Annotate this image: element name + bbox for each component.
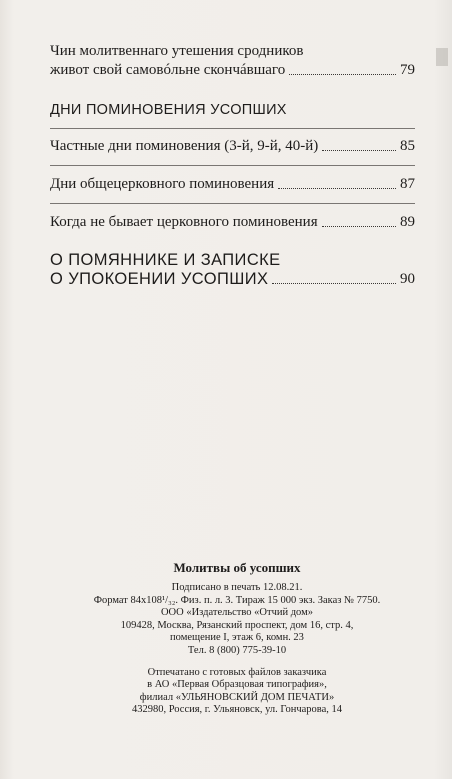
colophon-line: Тел. 8 (800) 775-39-10 bbox=[187, 644, 287, 656]
toc-entry-rite-consolation bbox=[50, 42, 415, 80]
section-heading-days: ДНИ ПОМИНОВЕНИЯ УСОПШИХ bbox=[50, 102, 287, 118]
page-spine-shadow bbox=[434, 0, 452, 779]
section-rule bbox=[50, 128, 415, 129]
dot-leader bbox=[272, 283, 396, 284]
toc-page-number: 85 bbox=[400, 138, 415, 154]
toc-page-number: 87 bbox=[400, 176, 415, 192]
entry-rule bbox=[50, 165, 415, 166]
table-of-contents bbox=[50, 42, 415, 289]
colophon-book-title: Молитвы об усопших bbox=[173, 560, 301, 575]
toc-entry-title: Частные дни поминовения (3-й, 9-й, 40-й) bbox=[50, 138, 319, 154]
toc-entry-title: Когда не бывает церковного поминовения bbox=[50, 214, 318, 230]
dot-leader bbox=[322, 150, 396, 151]
toc-page-number: 90 bbox=[400, 271, 415, 287]
colophon-line: филиал «УЛЬЯНОВСКИЙ ДОМ ПЕЧАТИ» bbox=[139, 691, 335, 703]
colophon-line: 109428, Москва, Рязанский проспект, дом 16, стр. 4, bbox=[120, 619, 354, 631]
section-heading-pomyannik-line2: О УПОКОЕНИИ УСОПШИХ bbox=[50, 270, 269, 288]
toc-entry-title: Дни общецерковного поминовения bbox=[50, 176, 275, 192]
colophon-line: помещение I, этаж 6, комн. 23 bbox=[170, 632, 304, 644]
toc-page-number: 89 bbox=[400, 214, 415, 230]
toc-entry-title-line1: Чин молитвеннаго утешения сродников bbox=[50, 43, 304, 59]
colophon-line: Формат 84х108¹/₃₂. Физ. п. л. 3. Тираж 15 000 экз. Заказ № 7750. bbox=[93, 594, 381, 606]
dot-leader bbox=[322, 226, 396, 227]
toc-entry-pomyannik bbox=[50, 250, 415, 289]
colophon-line: в АО «Первая Образцовая типография», bbox=[147, 679, 327, 691]
toc-entry-private-days bbox=[50, 137, 415, 156]
dot-leader bbox=[278, 188, 396, 189]
toc-entry-general-days bbox=[50, 175, 415, 194]
toc-page-number: 79 bbox=[400, 62, 415, 78]
edge-mark bbox=[436, 48, 448, 66]
colophon-line: Отпечатано с готовых файлов заказчика bbox=[147, 666, 327, 678]
dot-leader bbox=[289, 74, 396, 75]
colophon bbox=[60, 560, 414, 717]
toc-entry-line2 bbox=[50, 61, 415, 80]
colophon-line: Подписано в печать 12.08.21. bbox=[171, 582, 303, 593]
toc-entry-line2 bbox=[50, 270, 415, 289]
toc-entry-no-commemoration bbox=[50, 213, 415, 232]
toc-entry-title-line2: живот свой самовóльне скончáвшаго bbox=[50, 62, 286, 78]
section-heading-pomyannik-line1: О ПОМЯННИКЕ И ЗАПИСКЕ bbox=[50, 251, 281, 269]
colophon-line: ООО «Издательство «Отчий дом» bbox=[160, 607, 314, 619]
entry-rule bbox=[50, 203, 415, 204]
colophon-line: 432980, Россия, г. Ульяновск, ул. Гончарова, 14 bbox=[131, 704, 343, 716]
